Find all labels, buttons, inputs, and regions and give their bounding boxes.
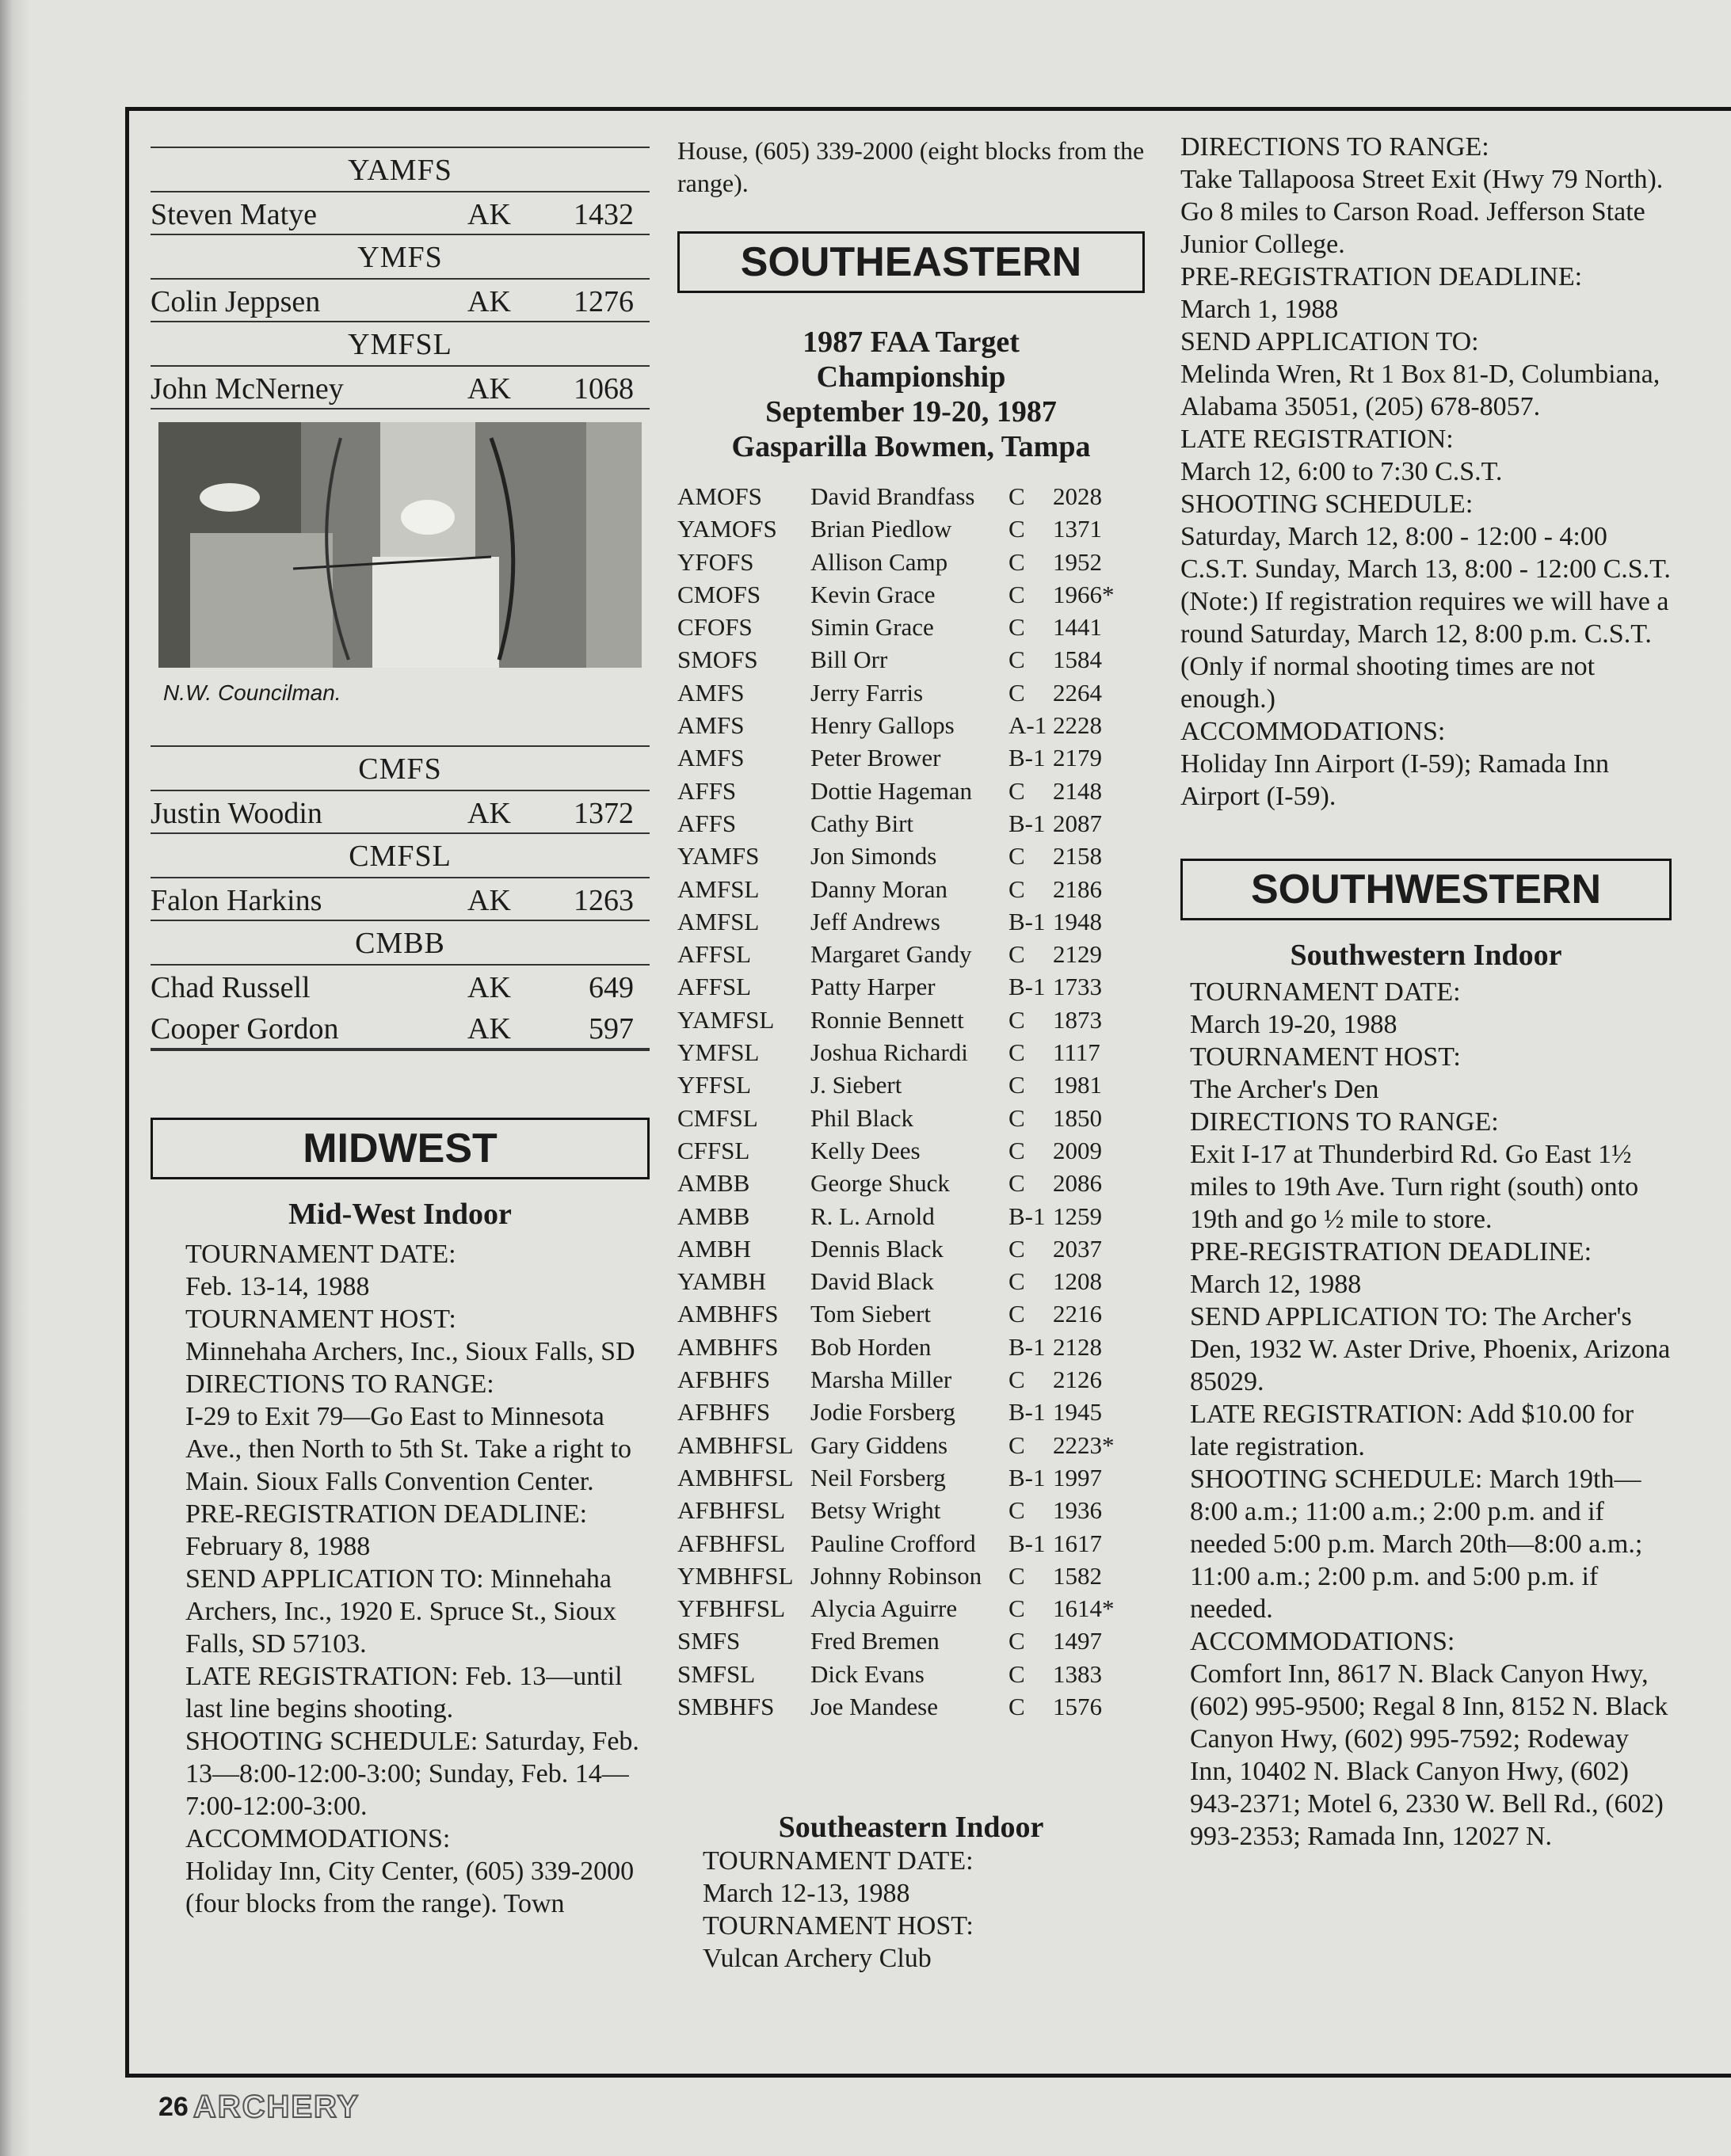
text-line: Holiday Inn, City Center, (605) 339-2000 (four blocks from the range). Town	[185, 1857, 635, 1918]
result-row	[677, 1102, 1145, 1134]
division: AFFSL	[677, 973, 752, 1001]
class: C	[1008, 1038, 1025, 1067]
result-row	[677, 970, 1145, 1003]
text-line: LATE REGISTRATION: Add $10.00 for late registration.	[1190, 1400, 1634, 1461]
division: AMBH	[677, 1234, 752, 1263]
class: B-1	[1008, 744, 1046, 772]
score: 1614*	[1053, 1594, 1115, 1623]
archer-name: Bill Orr	[810, 646, 888, 674]
class: C	[1008, 1561, 1025, 1590]
result-row	[677, 741, 1145, 774]
text-line: SEND APPLICATION TO:	[1180, 327, 1479, 356]
text-line: DIRECTIONS TO RANGE:	[1180, 132, 1489, 162]
midwest-details	[151, 1238, 650, 1920]
text-line: March 12-13, 1988	[703, 1879, 910, 1909]
class: C	[1008, 1496, 1025, 1525]
text-line: TOURNAMENT DATE:	[703, 1846, 974, 1876]
text-line: TOURNAMENT HOST:	[185, 1305, 456, 1334]
class: B-1	[1008, 809, 1046, 837]
text-line: The Archer's Den	[1190, 1075, 1379, 1104]
score-row	[151, 791, 650, 832]
division: YAMOFS	[677, 515, 777, 543]
southeastern-indoor-details	[677, 1845, 1145, 1975]
division: AMFSL	[677, 874, 760, 903]
class: B-1	[1008, 1398, 1046, 1427]
result-row	[677, 1265, 1145, 1297]
score: 1936	[1053, 1496, 1102, 1525]
text-line: ACCOMMODATIONS:	[185, 1824, 451, 1853]
southeastern-indoor-continued	[1180, 131, 1672, 813]
archers-photo	[158, 422, 642, 668]
text-line: I-29 to Exit 79—Go East to Minnesota Ave., then North to 5th St. Take a right to Main. Sioux Falls Convention Center.	[185, 1402, 631, 1496]
category-label: CMFS	[358, 752, 442, 786]
archer-name: Margaret Gandy	[810, 940, 972, 969]
text-line: TOURNAMENT HOST:	[703, 1911, 974, 1941]
division: CMFSL	[677, 1103, 758, 1132]
division: YMBHFSL	[677, 1561, 794, 1590]
score: 597	[589, 1012, 634, 1046]
text-line: March 12, 6:00 to 7:30 C.S.T.	[1180, 457, 1503, 486]
score: 1584	[1053, 646, 1102, 674]
southwestern-details	[1180, 976, 1672, 1853]
archer-name: Betsy Wright	[810, 1496, 941, 1525]
text-line: Saturday, March 12, 8:00 - 12:00 - 4:00 C.S.T. Sunday, March 13, 8:00 - 12:00 C.S.T. (Note:) If registration requires we will have a round Saturday, March 12, 8:00 p.m. C.S.T. (Only if normal shooting times are not enough.)	[1180, 522, 1671, 714]
result-row	[677, 905, 1145, 938]
class: C	[1008, 678, 1025, 707]
left-column	[151, 147, 650, 1920]
division: AMBB	[677, 1169, 750, 1198]
text-line: SEND APPLICATION TO: The Archer's Den, 1932 W. Aster Drive, Phoenix, Arizona 85029.	[1190, 1302, 1671, 1396]
archer-name: Simin Grace	[810, 613, 934, 642]
result-row	[677, 1134, 1145, 1167]
score: 1117	[1053, 1038, 1100, 1067]
division: YAMFS	[677, 842, 760, 870]
result-row	[677, 938, 1145, 970]
text-line: Comfort Inn, 8617 N. Black Canyon Hwy, (602) 995-9500; Regal 8 Inn, 8152 N. Black Canyon Hwy, (602) 995-7592; Rodeway Inn, 10402 N. Black Canyon Hwy, (602) 943-2371; Motel 6, 2330 W. Bell Rd., (602) 993-2353; Ramada Inn, 12027 N.	[1190, 1659, 1668, 1851]
title-line: Championship	[816, 360, 1006, 394]
score: 1432	[574, 198, 634, 231]
state: AK	[467, 285, 511, 318]
class: C	[1008, 646, 1025, 674]
archer-name: Kelly Dees	[810, 1136, 921, 1164]
division: AMBB	[677, 1202, 750, 1230]
divider	[151, 408, 650, 409]
class: B-1	[1008, 1529, 1046, 1557]
archer-name: Justin Woodin	[151, 797, 322, 830]
continued-text: House, (605) 339-2000 (eight blocks from the range).	[677, 136, 1145, 197]
class: C	[1008, 613, 1025, 642]
class: B-1	[1008, 907, 1046, 935]
class: C	[1008, 1692, 1025, 1720]
archer-name: Phil Black	[810, 1103, 914, 1132]
text-line: ACCOMMODATIONS:	[1180, 717, 1446, 746]
text-line: Feb. 13-14, 1988	[185, 1272, 370, 1301]
text-line: February 8, 1988	[185, 1532, 371, 1561]
archer-name: Steven Matye	[151, 198, 318, 231]
division: AMBHFSL	[677, 1430, 794, 1459]
score: 2129	[1053, 940, 1102, 969]
archer-name: David Brandfass	[810, 482, 975, 510]
score-row	[151, 367, 650, 408]
archer-name: Peter Brower	[810, 744, 941, 772]
score: 1948	[1053, 907, 1102, 935]
score: 1850	[1053, 1103, 1102, 1132]
score: 2264	[1053, 678, 1102, 707]
result-row	[677, 1461, 1145, 1494]
score: 1582	[1053, 1561, 1102, 1590]
division: AMFS	[677, 711, 745, 740]
archer-name: Dottie Hageman	[810, 776, 973, 805]
archer-name: Jon Simonds	[810, 842, 937, 870]
archer-name: Dick Evans	[810, 1659, 925, 1688]
division: AMFS	[677, 744, 745, 772]
division: AFFS	[677, 776, 737, 805]
division: AMBHFS	[677, 1300, 779, 1328]
result-row	[677, 1068, 1145, 1101]
result-row	[677, 1625, 1145, 1657]
score-row	[151, 878, 650, 920]
text-line: SHOOTING SCHEDULE:	[1180, 489, 1474, 519]
class: C	[1008, 1169, 1025, 1198]
division: AMOFS	[677, 482, 762, 510]
text-line: SHOOTING SCHEDULE: Saturday, Feb. 13—8:00-12:00-3:00; Sunday, Feb. 14—7:00-12:00-3:00.	[185, 1727, 639, 1821]
result-row	[677, 1560, 1145, 1592]
score: 1733	[1053, 973, 1102, 1001]
class: C	[1008, 940, 1025, 969]
result-row	[677, 873, 1145, 905]
southeastern-indoor-heading: Southeastern Indoor	[778, 1811, 1044, 1845]
result-row	[677, 775, 1145, 807]
archer-name: Dennis Black	[810, 1234, 944, 1263]
text-line: Take Tallapoosa Street Exit (Hwy 79 North). Go 8 miles to Carson Road. Jefferson State Junior College.	[1180, 165, 1664, 259]
score: 2086	[1053, 1169, 1102, 1198]
division: AMBHFSL	[677, 1463, 794, 1491]
result-row	[677, 643, 1145, 676]
division: AMFS	[677, 678, 745, 707]
score: 2186	[1053, 874, 1102, 903]
text-line: LATE REGISTRATION:	[1180, 425, 1454, 454]
class: C	[1008, 1627, 1025, 1655]
text-line: PRE-REGISTRATION DEADLINE:	[1180, 262, 1583, 291]
division: AFBHFSL	[677, 1529, 786, 1557]
archer-name: Joe Mandese	[810, 1692, 938, 1720]
score: 1997	[1053, 1463, 1102, 1491]
score: 2158	[1053, 842, 1102, 870]
archer-name: George Shuck	[810, 1169, 950, 1198]
score: 1441	[1053, 613, 1102, 642]
division: AMFSL	[677, 907, 760, 935]
class: C	[1008, 1659, 1025, 1688]
text-line: Holiday Inn Airport (I-59); Ramada Inn Airport (I-59).	[1180, 749, 1610, 811]
result-row	[677, 840, 1145, 872]
result-row	[677, 1396, 1145, 1428]
class: C	[1008, 482, 1025, 510]
class: A-1	[1008, 711, 1047, 740]
score-row	[151, 192, 650, 234]
category-label: CMFSL	[349, 840, 452, 873]
archer-name: Jerry Farris	[810, 678, 924, 707]
state: AK	[467, 797, 511, 830]
result-row	[677, 676, 1145, 709]
score: 2009	[1053, 1136, 1102, 1164]
archers-photo-illustration	[158, 422, 642, 668]
division: YAMBH	[677, 1267, 766, 1296]
text-line: Melinda Wren, Rt 1 Box 81-D, Columbiana, Alabama 35051, (205) 678-8057.	[1180, 360, 1660, 421]
archer-name: Pauline Crofford	[810, 1529, 976, 1557]
score: 1497	[1053, 1627, 1102, 1655]
score: 1372	[574, 797, 634, 830]
score: 2223*	[1053, 1430, 1115, 1459]
archer-name: Brian Piedlow	[810, 515, 952, 543]
text-line: March 12, 1988	[1190, 1270, 1362, 1299]
result-row	[677, 1527, 1145, 1560]
archer-name: John McNerney	[151, 372, 344, 406]
division: AFBHFSL	[677, 1496, 786, 1525]
archer-name: Jeff Andrews	[810, 907, 940, 935]
score: 2126	[1053, 1366, 1102, 1394]
score-row	[151, 1007, 650, 1048]
page-number: 26	[158, 2092, 189, 2122]
archer-name: Colin Jeppsen	[151, 285, 321, 318]
result-row	[677, 1297, 1145, 1330]
division: YFFSL	[677, 1071, 752, 1099]
category-label: CMBB	[355, 927, 445, 960]
class: C	[1008, 1136, 1025, 1164]
archer-name: Kevin Grace	[810, 580, 936, 608]
score: 2216	[1053, 1300, 1102, 1328]
text-line: TOURNAMENT DATE:	[1190, 977, 1461, 1007]
archer-name: Allison Camp	[810, 547, 948, 576]
archer-name: Gary Giddens	[810, 1430, 948, 1459]
page-spine	[0, 0, 30, 2156]
score-row	[151, 280, 650, 321]
result-row	[677, 1690, 1145, 1723]
score: 1383	[1053, 1659, 1102, 1688]
score: 1276	[574, 285, 634, 318]
score: 2087	[1053, 809, 1102, 837]
text-line: Vulcan Archery Club	[703, 1944, 932, 1974]
score: 2148	[1053, 776, 1102, 805]
title-line: Gasparilla Bowmen, Tampa	[731, 430, 1091, 463]
archer-name: Danny Moran	[810, 874, 948, 903]
archer-name: Falon Harkins	[151, 884, 322, 917]
archer-name: Alycia Aguirre	[810, 1594, 958, 1623]
class: C	[1008, 842, 1025, 870]
division: CFFSL	[677, 1136, 750, 1164]
score-groups-bottom	[151, 747, 650, 1049]
text-line: LATE REGISTRATION: Feb. 13—until last line begins shooting.	[185, 1662, 623, 1724]
class: C	[1008, 776, 1025, 805]
archer-name: Patty Harper	[810, 973, 936, 1001]
archer-name: R. L. Arnold	[810, 1202, 935, 1230]
archer-name: Neil Forsberg	[810, 1463, 946, 1491]
result-row	[677, 1167, 1145, 1199]
score: 2028	[1053, 482, 1102, 510]
southwestern-subheading: Southwestern Indoor	[1290, 939, 1562, 972]
class: C	[1008, 1300, 1025, 1328]
state: AK	[467, 372, 511, 406]
result-row	[677, 1658, 1145, 1690]
archer-name: J. Siebert	[810, 1071, 902, 1099]
class: C	[1008, 1005, 1025, 1034]
state: AK	[467, 971, 511, 1004]
magazine-logo: ARCHERY	[193, 2089, 360, 2124]
division: YFOFS	[677, 547, 754, 576]
archer-name: Ronnie Bennett	[810, 1005, 964, 1034]
score: 1945	[1053, 1398, 1102, 1427]
state: AK	[467, 1012, 511, 1046]
class: C	[1008, 1594, 1025, 1623]
archer-name: Tom Siebert	[810, 1300, 931, 1328]
text-line: Minnehaha Archers, Inc., Sioux Falls, SD	[185, 1337, 635, 1366]
score: 1208	[1053, 1267, 1102, 1296]
middle-column	[677, 135, 1145, 1975]
archer-name: Cooper Gordon	[151, 1012, 339, 1046]
division: AFBHFS	[677, 1366, 771, 1394]
score: 1952	[1053, 547, 1102, 576]
archer-name: David Black	[810, 1267, 934, 1296]
archer-name: Jodie Forsberg	[810, 1398, 955, 1427]
text-line: PRE-REGISTRATION DEADLINE:	[185, 1499, 588, 1529]
divider	[151, 1049, 650, 1051]
category-label: YMFSL	[348, 328, 452, 361]
section-heading-midwest: MIDWEST	[151, 1118, 650, 1179]
result-row	[677, 1036, 1145, 1068]
text-line: Exit I-17 at Thunderbird Rd. Go East 1½ miles to 19th Ave. Turn right (south) onto 19th and go ½ mile to store.	[1190, 1140, 1639, 1234]
text-line: DIRECTIONS TO RANGE:	[185, 1369, 494, 1399]
archer-name: Fred Bremen	[810, 1627, 940, 1655]
archer-name: Marsha Miller	[810, 1366, 952, 1394]
result-row	[677, 512, 1145, 545]
class: B-1	[1008, 973, 1046, 1001]
championship-title	[677, 325, 1145, 464]
title-line: 1987 FAA Target	[803, 326, 1020, 359]
division: CMOFS	[677, 580, 761, 608]
page-footer	[158, 2089, 360, 2125]
score-row	[151, 966, 650, 1007]
result-row	[677, 709, 1145, 741]
class: C	[1008, 1071, 1025, 1099]
class: C	[1008, 874, 1025, 903]
photo-caption: N.W. Councilman.	[163, 680, 341, 705]
result-row	[677, 1004, 1145, 1036]
title-line: September 19-20, 1987	[765, 395, 1057, 429]
result-row	[677, 807, 1145, 840]
division: YMFSL	[677, 1038, 760, 1067]
archer-name: Joshua Richardi	[810, 1038, 968, 1067]
class: B-1	[1008, 1202, 1046, 1230]
result-row	[677, 1592, 1145, 1625]
score: 649	[589, 971, 634, 1004]
text-line: March 19-20, 1988	[1190, 1010, 1397, 1039]
archer-name: Henry Gallops	[810, 711, 955, 740]
class: B-1	[1008, 1463, 1046, 1491]
division: SMFSL	[677, 1659, 756, 1688]
text-line: PRE-REGISTRATION DEADLINE:	[1190, 1237, 1592, 1267]
score: 1873	[1053, 1005, 1102, 1034]
score-groups-top	[151, 148, 650, 409]
division: SMFS	[677, 1627, 741, 1655]
score: 1068	[574, 372, 634, 406]
text-line: TOURNAMENT HOST:	[1190, 1042, 1461, 1072]
division: AFFSL	[677, 940, 752, 969]
score: 1371	[1053, 515, 1102, 543]
result-row	[677, 1232, 1145, 1265]
state: AK	[467, 198, 511, 231]
score: 1981	[1053, 1071, 1102, 1099]
score: 1966*	[1053, 580, 1115, 608]
category-label: YAMFS	[348, 154, 452, 187]
result-row	[677, 1200, 1145, 1232]
score: 1263	[574, 884, 634, 917]
midwest-subheading: Mid-West Indoor	[288, 1198, 512, 1231]
text-line: SEND APPLICATION TO: Minnehaha Archers, Inc., 1920 E. Spruce St., Sioux Falls, SD 57103.	[185, 1564, 616, 1659]
text-line: March 1, 1988	[1180, 295, 1339, 324]
text-line: TOURNAMENT DATE:	[185, 1240, 456, 1269]
division: AFFS	[677, 809, 737, 837]
result-row	[677, 611, 1145, 643]
section-heading-southeastern: SOUTHEASTERN	[677, 231, 1145, 293]
class: C	[1008, 1366, 1025, 1394]
score: 1617	[1053, 1529, 1102, 1557]
division: YAMFSL	[677, 1005, 775, 1034]
division: AFBHFS	[677, 1398, 771, 1427]
class: C	[1008, 580, 1025, 608]
result-row	[677, 1363, 1145, 1396]
class: C	[1008, 1267, 1025, 1296]
score: 2179	[1053, 744, 1102, 772]
result-row	[677, 1331, 1145, 1363]
state: AK	[467, 884, 511, 917]
division: SMOFS	[677, 646, 758, 674]
division: CFOFS	[677, 613, 753, 642]
archer-name: Bob Horden	[810, 1332, 932, 1361]
category-label: YMFS	[357, 241, 443, 274]
archer-name: Chad Russell	[151, 971, 311, 1004]
score: 1259	[1053, 1202, 1102, 1230]
class: C	[1008, 1430, 1025, 1459]
result-row	[677, 578, 1145, 611]
score: 2037	[1053, 1234, 1102, 1263]
text-line: ACCOMMODATIONS:	[1190, 1627, 1455, 1656]
score: 2128	[1053, 1332, 1102, 1361]
result-row	[677, 1429, 1145, 1461]
archer-name: Johnny Robinson	[810, 1561, 982, 1590]
result-row	[677, 480, 1145, 512]
class: C	[1008, 515, 1025, 543]
results-table	[677, 480, 1145, 1723]
score: 2228	[1053, 711, 1102, 740]
text-line: DIRECTIONS TO RANGE:	[1190, 1107, 1499, 1137]
division: SMBHFS	[677, 1692, 775, 1720]
score: 1576	[1053, 1692, 1102, 1720]
class: B-1	[1008, 1332, 1046, 1361]
division: YFBHFSL	[677, 1594, 786, 1623]
archer-name: Cathy Birt	[810, 809, 914, 837]
section-heading-southwestern: SOUTHWESTERN	[1180, 859, 1672, 920]
right-column	[1180, 131, 1672, 1853]
class: C	[1008, 547, 1025, 576]
division: AMBHFS	[677, 1332, 779, 1361]
result-row	[677, 546, 1145, 578]
text-line: SHOOTING SCHEDULE: March 19th—8:00 a.m.; 11:00 a.m.; 2:00 p.m. and if needed 5:00 p.m. March 20th—8:00 a.m.; 11:00 a.m.; 2:00 p.m. and 5:00 p.m. if needed.	[1190, 1465, 1643, 1624]
result-row	[677, 1494, 1145, 1526]
class: C	[1008, 1234, 1025, 1263]
class: C	[1008, 1103, 1025, 1132]
